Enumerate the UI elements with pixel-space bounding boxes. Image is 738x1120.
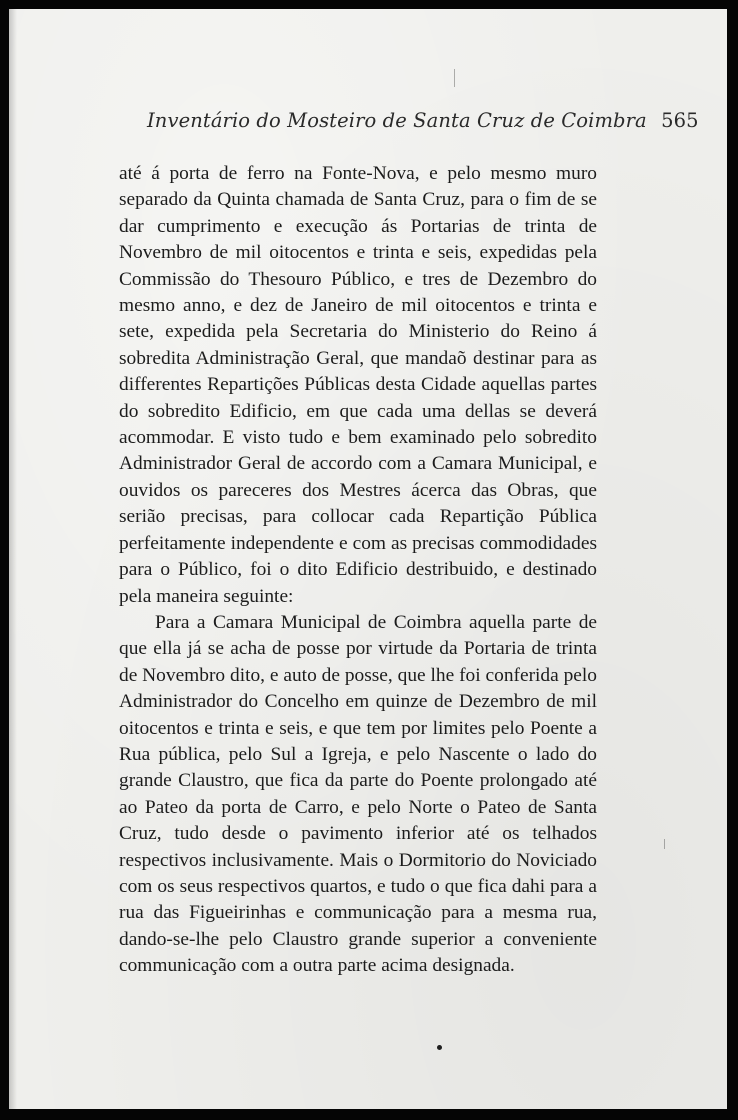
book-page (9, 9, 727, 1109)
paragraph-2: Para a Camara Municipal de Coimbra aquella parte de que ella já se acha de posse por virtude da Portaria de trinta de Novembro dito, e auto de posse, que lhe foi conferida pelo Administrador do Concelho em quinze de Dezembro de mil oitocentos e trinta e seis, e que tem por limites pelo Poente a Rua pública, pelo Sul a Igreja, e pelo Nascente o lado do grande Claustro, que fica da parte do Poente prolongado até ao Pateo da porta de Carro, e pelo Norte o Pateo de Santa Cruz, tudo desde o pavimento inferior até os telhados respectivos inclusivamente. Mais o Dormitorio do Noviciado com os seus respectivos quartos, e tudo o que fica dahi para a rua das Figueirinhas e communicação para a mesma rua, dando-se-lhe pelo Claustro grande superior a conveniente communicação com a outra parte acima designada. (119, 611, 597, 977)
paragraph-1: até á porta de ferro na Fonte-Nova, e pelo mesmo muro separado da Quinta chamada de Santa Cruz, para o fim de se dar cumprimento e execução ás Portarias de trinta de Novembro de mil oitocentos e trinta e seis, expedidas pela Commissão do Thesouro Público, e tres de Dezembro do mesmo anno, e dez de Janeiro de mil oitocentos e trinta e sete, expedida pela Secretaria do Ministerio do Reino á sobredita Administração Geral, que mandaõ destinar para as differentes Repartições Públicas desta Cidade aquellas partes do sobredito Edificio, em que cada uma dellas se deverá acommodar. E visto tudo e bem examinado pelo sobredito Administrador Geral de accordo com a Camara Municipal, e ouvidos os pareceres dos Mestres ácerca das Obras, que serião precisas, para collocar cada Repartição Pública perfeitamente independente e com as precisas commodidades para o Público, foi o dito Edificio destribuido, e destinado pela maneira seguinte: (119, 163, 597, 607)
body-text (119, 161, 597, 980)
running-title: Inventário do Mosteiro de Santa Cruz de Coimbra (147, 109, 647, 132)
paper-speck (664, 839, 665, 849)
paper-speck (454, 69, 455, 87)
running-header (147, 109, 699, 132)
page-number: 565 (661, 109, 699, 132)
page-edge-shadow (9, 9, 17, 1109)
ink-dot (437, 1045, 442, 1050)
